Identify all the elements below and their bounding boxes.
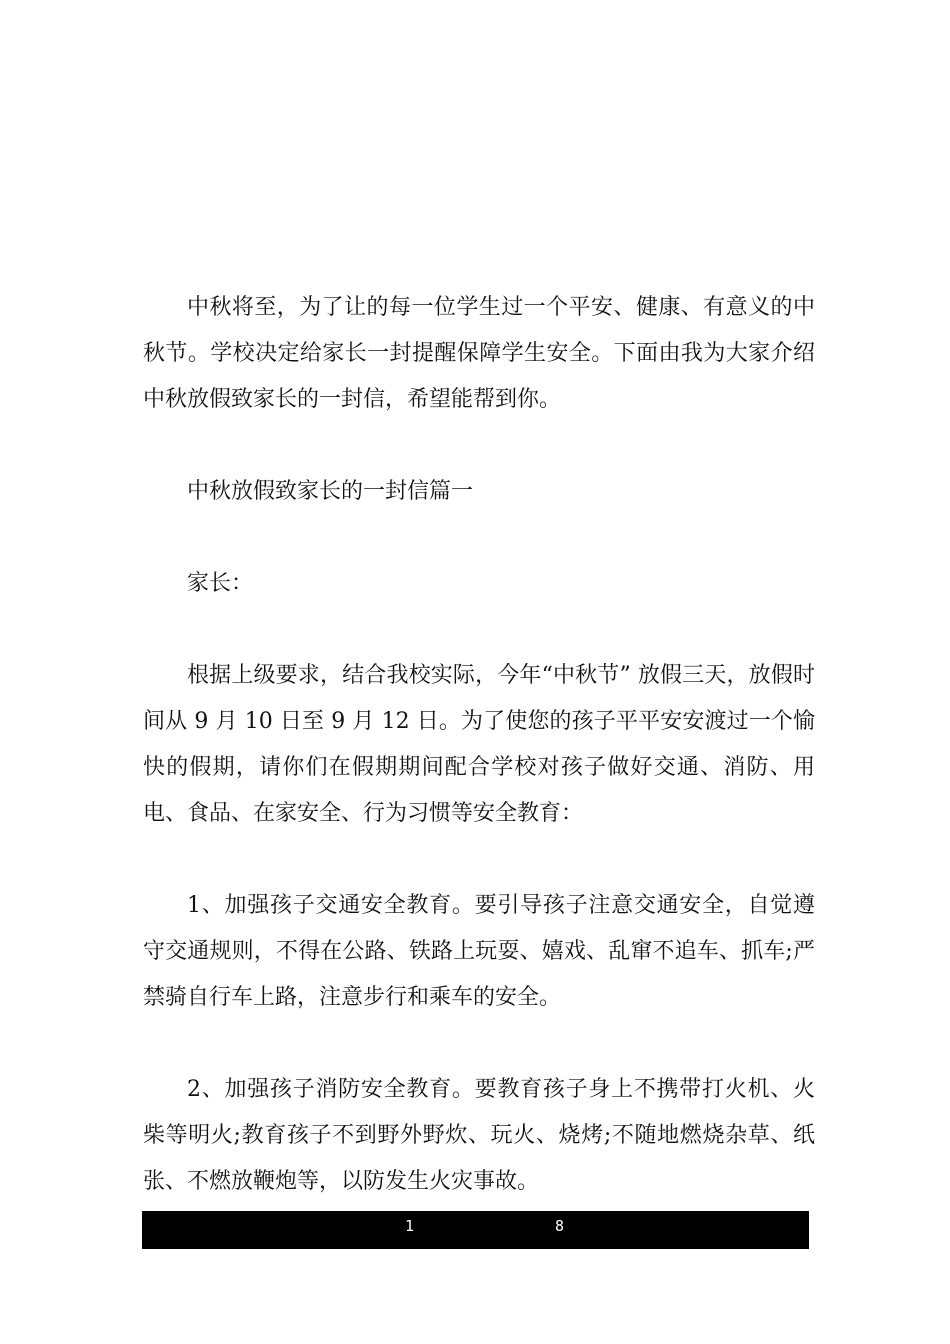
intro-paragraph: 中秋将至，为了让的每一位学生过一个平安、健康、有意义的中秋节。学校决定给家长一封提醒保障学生安全。下面由我为大家介绍中秋放假致家长的一封信，希望能帮到你。 — [143, 295, 815, 412]
page-footer-bar — [142, 1211, 809, 1249]
list-item-traffic-safety: 1、加强孩子交通安全教育。要引导孩子注意交通安全，自觉遵守交通规则，不得在公路、铁路上玩耍、嬉戏、乱窜不追车、抓车;严禁骑自行车上路，注意步行和乘车的安全。 — [143, 893, 815, 1010]
current-page-number: 1 — [405, 1217, 415, 1235]
salutation: 家长： — [187, 571, 254, 596]
body-paragraph: 根据上级要求，结合我校实际，今年“中秋节” 放假三天，放假时间从 9 月 10 日至 9 月 12 日。为了使您的孩子平平安安渡过一个愉快的假期，请你们在假期期间配合学校对孩子做好交通、消防、用电、食品、在家安全、行为习惯等安全教育： — [143, 663, 815, 826]
document-body — [143, 285, 815, 1251]
letter-heading: 中秋放假致家长的一封信篇一 — [187, 479, 474, 504]
total-page-count: 8 — [555, 1217, 565, 1235]
list-item-fire-safety: 2、加强孩子消防安全教育。要教育孩子身上不携带打火机、火柴等明火;教育孩子不到野外野炊、玩火、烧烤;不随地燃烧杂草、纸张、不燃放鞭炮等，以防发生火灾事故。 — [143, 1077, 815, 1194]
